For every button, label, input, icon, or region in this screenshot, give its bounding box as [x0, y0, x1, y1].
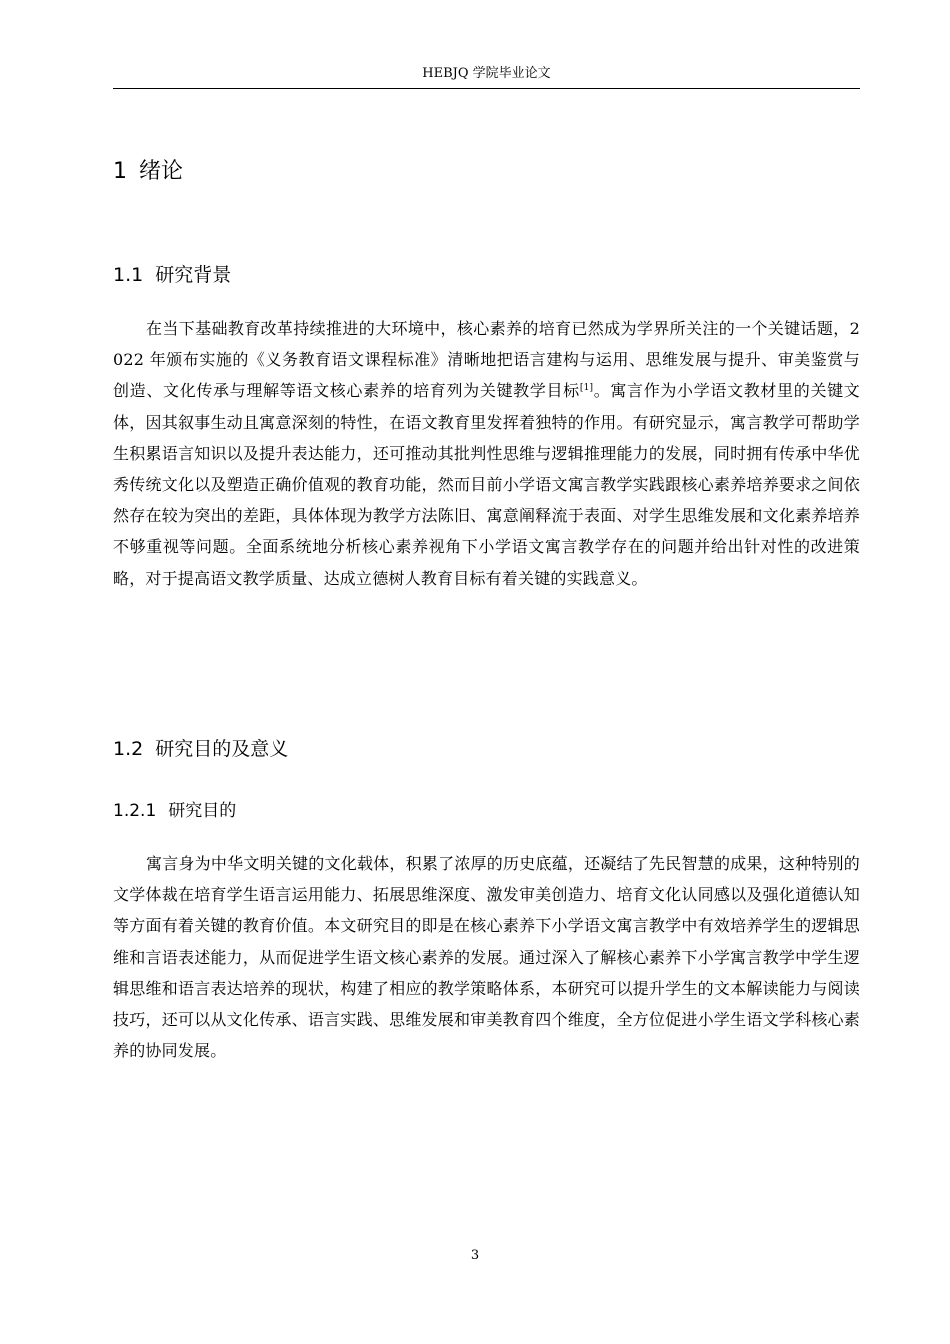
- background-text-part1: 在当下基础教育改革持续推进的大环境中，核心素养的培育已然成为学界所关注的一个关键话题，2022 年颁布实施的《义务教育语文课程标准》清晰地把语言建构与运用、思维发展与提升、审美鉴赏与创造、文化传承与理解等语文核心素养的培育列为关键教学目标: [113, 319, 860, 401]
- background-paragraph: [113, 313, 860, 594]
- subsection-heading-purpose: [113, 798, 236, 824]
- section-title: 研究目的及意义: [155, 738, 289, 760]
- background-text-part2: 。寓言作为小学语文教材里的关键文体，因其叙事生动且寓意深刻的特性，在语文教育里发挥着独特的作用。有研究显示，寓言教学可帮助学生积累语言知识以及提升表达能力，还可推动其批判性思维与逻辑推理能力的发展，同时拥有传承中华优秀传统文化以及塑造正确价值观的教育功能，然而目前小学语文寓言教学实践跟核心素养培养要求之间依然存在较为突出的差距，具体体现为教学方法陈旧、寓意阐释流于表面、对学生思维发展和文化素养培养不够重视等问题。全面系统地分析核心素养视角下小学语文寓言教学存在的问题并给出针对性的改进策略，对于提高语文教学质量、达成立德树人教育目标有着关键的实践意义。: [113, 381, 860, 588]
- section-number: 1.1: [113, 264, 144, 286]
- page-number: 3: [470, 1248, 480, 1263]
- header-title: HEBJQ 学院毕业论文: [422, 66, 551, 81]
- chapter-number: 1: [113, 159, 127, 184]
- section-heading-background: [113, 261, 231, 289]
- purpose-paragraph: 寓言身为中华文明关键的文化载体，积累了浓厚的历史底蕴，还凝结了先民智慧的成果，这种特别的文学体裁在培育学生语言运用能力、拓展思维深度、激发审美创造力、培育文化认同感以及强化道德认知等方面有着关键的教育价值。本文研究目的即是在核心素养下小学语文寓言教学中有效培养学生的逻辑思维和言语表述能力，从而促进学生语文核心素养的发展。通过深入了解核心素养下小学寓言教学中学生逻辑思维和语言表达培养的现状，构建了相应的教学策略体系，本研究可以提升学生的文本解读能力与阅读技巧，还可以从文化传承、语言实践、思维发展和审美教育四个维度，全方位促进小学生语文学科核心素养的协同发展。: [113, 854, 860, 1061]
- section-title: 研究背景: [155, 264, 232, 286]
- subsection-number: 1.2.1: [113, 801, 157, 821]
- citation-ref: [1]: [579, 383, 594, 394]
- chapter-title: 绪论: [139, 159, 184, 184]
- page-header: [113, 64, 860, 89]
- section-heading-purpose-significance: [113, 735, 288, 763]
- subsection-title: 研究目的: [168, 801, 237, 821]
- section-number: 1.2: [113, 738, 144, 760]
- chapter-heading: [113, 156, 183, 188]
